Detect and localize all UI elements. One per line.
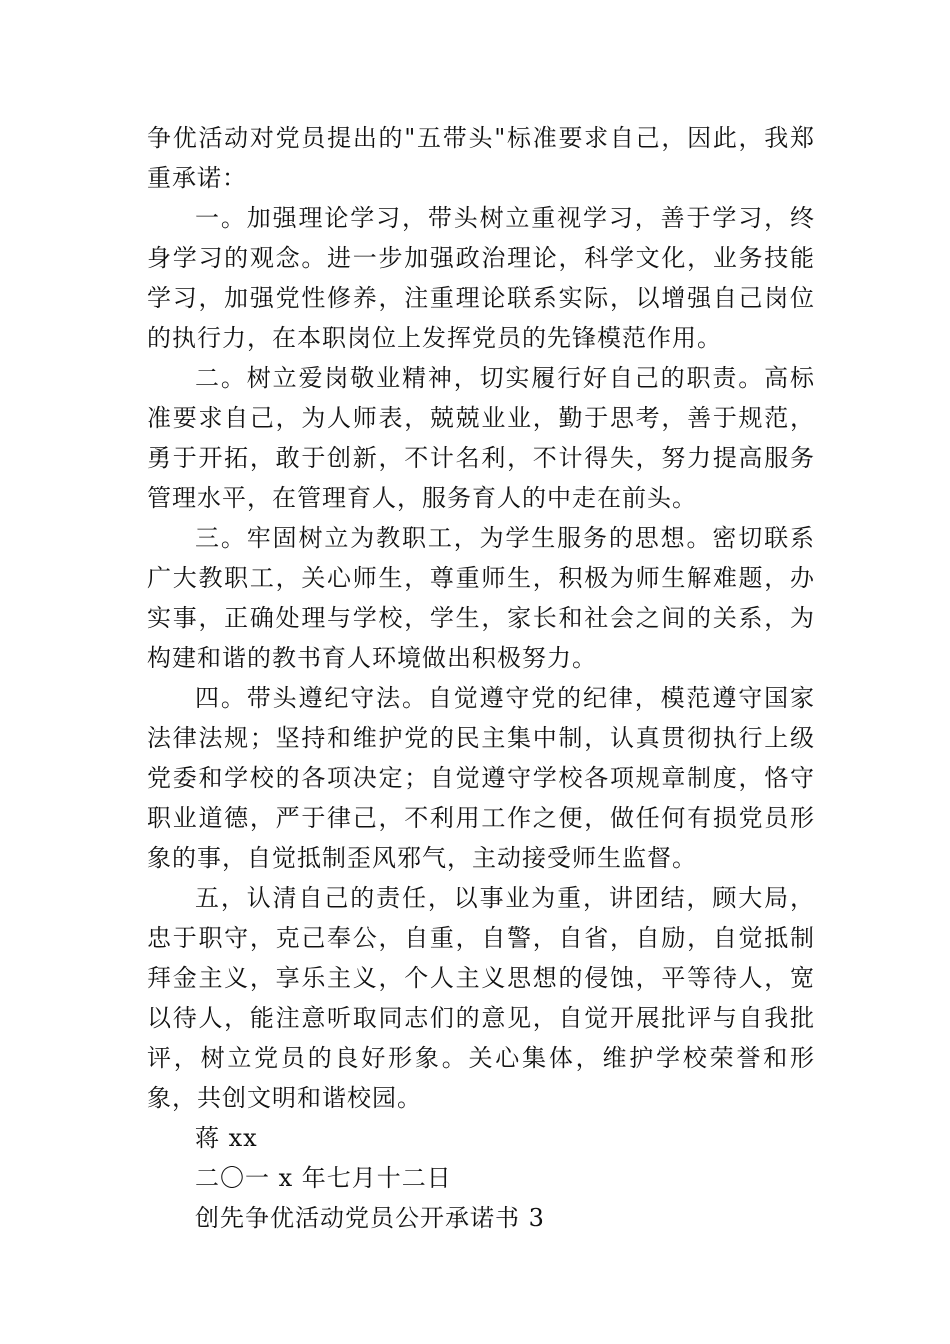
paragraph-promise-1: 一。加强理论学习，带头树立重视学习，善于学习，终身学习的观念。进一步加强政治理论，科学文化，业务技能学习，加强党性修养，注重理论联系实际，以增强自己岗位的执行力，在本职岗位上发挥党员的先锋模范作用。 [147, 204, 815, 352]
date-line: 二〇一 x 年七月十二日 [195, 1164, 452, 1192]
paragraph-promise-2: 二。树立爱岗敬业精神，切实履行好自己的职责。高标准要求自己，为人师表，兢兢业业，勤于思考，善于规范，勇于开拓，敢于创新，不计名利，不计得失，努力提高服务管理水平，在管理育人，服务育人的中走在前头。 [147, 364, 815, 512]
paragraph-promise-3: 三。牢固树立为教职工，为学生服务的思想。密切联系广大教职工，关心师生，尊重师生，积极为师生解难题，办实事，正确处理与学校，学生，家长和社会之间的关系，为构建和谐的教书育人环境做出积极努力。 [147, 524, 815, 672]
document-body [147, 118, 815, 1238]
paragraph-intro: 争优活动对党员提出的"五带头"标准要求自己，因此，我郑重承诺： [147, 124, 815, 192]
signature: 蒋 xx [195, 1124, 258, 1152]
paragraph-promise-5: 五，认清自己的责任，以事业为重，讲团结，顾大局，忠于职守，克己奉公，自重，自警，自省，自励，自觉抵制拜金主义，享乐主义，个人主义思想的侵蚀，平等待人，宽以待人，能注意听取同志们的意见，自觉开展批评与自我批评，树立党员的良好形象。关心集体，维护学校荣誉和形象，共创文明和谐校园。 [147, 884, 815, 1112]
next-section-heading: 创先争优活动党员公开承诺书 3 [195, 1204, 545, 1232]
paragraph-promise-4: 四。带头遵纪守法。自觉遵守党的纪律，模范遵守国家法律法规；坚持和维护党的民主集中制，认真贯彻执行上级党委和学校的各项决定；自觉遵守学校各项规章制度，恪守职业道德，严于律己，不利用工作之便，做任何有损党员形象的事，自觉抵制歪风邪气，主动接受师生监督。 [147, 684, 815, 872]
